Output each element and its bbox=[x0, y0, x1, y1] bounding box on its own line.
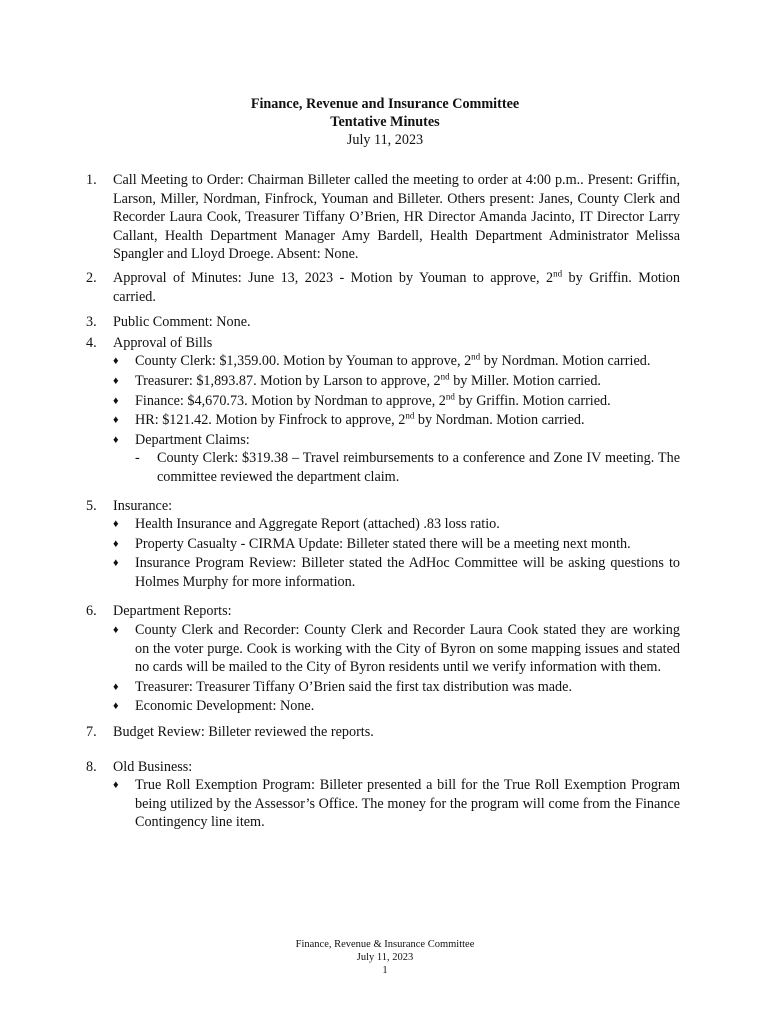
ordinal-suffix: nd bbox=[471, 351, 481, 362]
item-text-part: Approval of Minutes: June 13, 2023 - Motion by Youman to approve, 2 bbox=[113, 269, 554, 286]
diamond-bullet-icon: ♦ bbox=[113, 700, 119, 713]
reports-list bbox=[113, 621, 680, 716]
item-text: Old Business: bbox=[113, 758, 193, 775]
bullet-text-part: County Clerk: $1,359.00. Motion by Youman to approve, 2 bbox=[135, 353, 472, 370]
bullet-text bbox=[135, 392, 680, 411]
item-number: 1. bbox=[86, 172, 97, 188]
list-item bbox=[113, 776, 680, 832]
agenda-item-approval-of-minutes bbox=[86, 269, 680, 306]
item-text bbox=[113, 269, 680, 306]
page-footer bbox=[0, 938, 770, 977]
agenda-item-call-to-order bbox=[86, 171, 680, 264]
diamond-bullet-icon: ♦ bbox=[113, 414, 119, 427]
item-number: 2. bbox=[86, 269, 97, 286]
agenda-item-approval-of-bills bbox=[86, 334, 680, 353]
diamond-bullet-icon: ♦ bbox=[113, 680, 119, 693]
agenda-item-old-business bbox=[86, 758, 680, 777]
item-text: Insurance: bbox=[113, 497, 173, 514]
list-item bbox=[113, 554, 680, 591]
bullet-text-part: Finance: $4,670.73. Motion by Nordman to approve, 2 bbox=[135, 392, 446, 409]
list-item bbox=[113, 535, 680, 554]
bullet-text: Health Insurance and Aggregate Report (attached) .83 loss ratio. bbox=[135, 516, 500, 533]
item-text: Public Comment: None. bbox=[113, 314, 251, 331]
item-number: 8. bbox=[86, 758, 97, 775]
footer-date: July 11, 2023 bbox=[356, 952, 414, 963]
sub-item-text: County Clerk: $319.38 – Travel reimbursements to a conference and Zone IV meeting. The committee reviewed the department claim. bbox=[157, 450, 680, 485]
diamond-bullet-icon: ♦ bbox=[113, 779, 119, 792]
ordinal-suffix: nd bbox=[440, 371, 450, 382]
ordinal-suffix: nd bbox=[445, 390, 455, 401]
bullet-text: Insurance Program Review: Billeter stated the AdHoc Committee will be asking questions to Holmes Murphy for more information. bbox=[135, 555, 680, 590]
bullet-text: Treasurer: Treasurer Tiffany O’Brien said the first tax distribution was made. bbox=[135, 678, 572, 695]
diamond-bullet-icon: ♦ bbox=[113, 394, 119, 407]
ordinal-suffix: nd bbox=[405, 410, 415, 421]
footer-committee: Finance, Revenue & Insurance Committee bbox=[295, 939, 475, 950]
document-header bbox=[0, 95, 770, 149]
agenda-item-insurance bbox=[86, 497, 680, 516]
bullet-text-part: by Nordman. Motion carried. bbox=[414, 412, 585, 429]
item-number: 3. bbox=[86, 314, 97, 331]
document-title: Tentative Minutes bbox=[330, 114, 440, 130]
bullet-text-part: by Miller. Motion carried. bbox=[449, 372, 601, 389]
old-business-list bbox=[113, 776, 680, 832]
diamond-bullet-icon: ♦ bbox=[113, 374, 119, 387]
agenda-item-public-comment bbox=[86, 313, 680, 332]
bullet-text: Department Claims: bbox=[135, 431, 250, 448]
diamond-bullet-icon: ♦ bbox=[113, 433, 119, 446]
page-number: 1 bbox=[382, 965, 388, 976]
list-item bbox=[113, 392, 680, 411]
ordinal-suffix: nd bbox=[553, 268, 563, 279]
diamond-bullet-icon: ♦ bbox=[113, 518, 119, 531]
diamond-bullet-icon: ♦ bbox=[113, 355, 119, 368]
bullet-text-part: by Griffin. Motion carried. bbox=[454, 392, 611, 409]
minutes-body bbox=[86, 171, 680, 832]
item-text: Department Reports: bbox=[113, 603, 232, 620]
item-number: 7. bbox=[86, 724, 97, 741]
item-text: Budget Review: Billeter reviewed the reports. bbox=[113, 724, 374, 741]
bullet-text: County Clerk and Recorder: County Clerk and Recorder Laura Cook stated they are working on the voter purge. Cook is working with the City of Byron on some mapping issues and stated no cards will be mailed to the City of Byron residents until we verify information with them. bbox=[135, 622, 680, 676]
committee-title: Finance, Revenue and Insurance Committee bbox=[250, 96, 520, 112]
bullet-text bbox=[135, 372, 680, 391]
list-item bbox=[113, 697, 680, 716]
dash-marker: - bbox=[135, 450, 140, 467]
list-item bbox=[113, 352, 680, 371]
bills-list bbox=[113, 352, 680, 486]
sub-list-item bbox=[135, 449, 680, 486]
bullet-text: Economic Development: None. bbox=[135, 698, 315, 715]
bullet-text-part: HR: $121.42. Motion by Finfrock to approve, 2 bbox=[135, 412, 406, 429]
list-item bbox=[113, 411, 680, 430]
bullet-text-part: by Nordman. Motion carried. bbox=[480, 353, 651, 370]
diamond-bullet-icon: ♦ bbox=[113, 537, 119, 550]
list-item bbox=[113, 678, 680, 697]
item-number: 4. bbox=[86, 334, 97, 351]
insurance-list bbox=[113, 515, 680, 591]
item-number: 5. bbox=[86, 497, 97, 514]
meeting-date: July 11, 2023 bbox=[346, 132, 424, 148]
list-item bbox=[113, 372, 680, 391]
bullet-text: Property Casualty - CIRMA Update: Billeter stated there will be a meeting next month. bbox=[135, 535, 631, 552]
item-text: Call Meeting to Order: Chairman Billeter called the meeting to order at 4:00 p.m.. Present: Griffin, Larson, Miller, Nordman, Finfrock, Youman and Billeter. Others present: Janes, County Clerk and Recorder Laura Cook, Treasurer Tiffany O’Brien, HR Director Amanda Jacinto, IT Director Larry Callant, Health Department Manager Amy Bardell, Health Department Administrator Melissa Spangler and Lloyd Droege. Absent: None. bbox=[113, 172, 680, 263]
bullet-text bbox=[135, 411, 680, 430]
item-text-part: by Griffin. Motion carried. bbox=[113, 269, 680, 305]
bullet-text bbox=[135, 352, 680, 371]
agenda-item-department-reports bbox=[86, 602, 680, 621]
item-text: Approval of Bills bbox=[113, 334, 213, 351]
diamond-bullet-icon: ♦ bbox=[113, 557, 119, 570]
list-item bbox=[113, 621, 680, 677]
agenda-item-budget-review bbox=[86, 723, 680, 742]
bullet-text: True Roll Exemption Program: Billeter presented a bill for the True Roll Exemption Program being utilized by the Assessor’s Office. The money for the program will come from the Finance Contingency line item. bbox=[135, 777, 680, 831]
list-item bbox=[113, 431, 680, 450]
item-number: 6. bbox=[86, 603, 97, 620]
diamond-bullet-icon: ♦ bbox=[113, 624, 119, 637]
bullet-text-part: Treasurer: $1,893.87. Motion by Larson to approve, 2 bbox=[135, 372, 441, 389]
list-item bbox=[113, 515, 680, 534]
